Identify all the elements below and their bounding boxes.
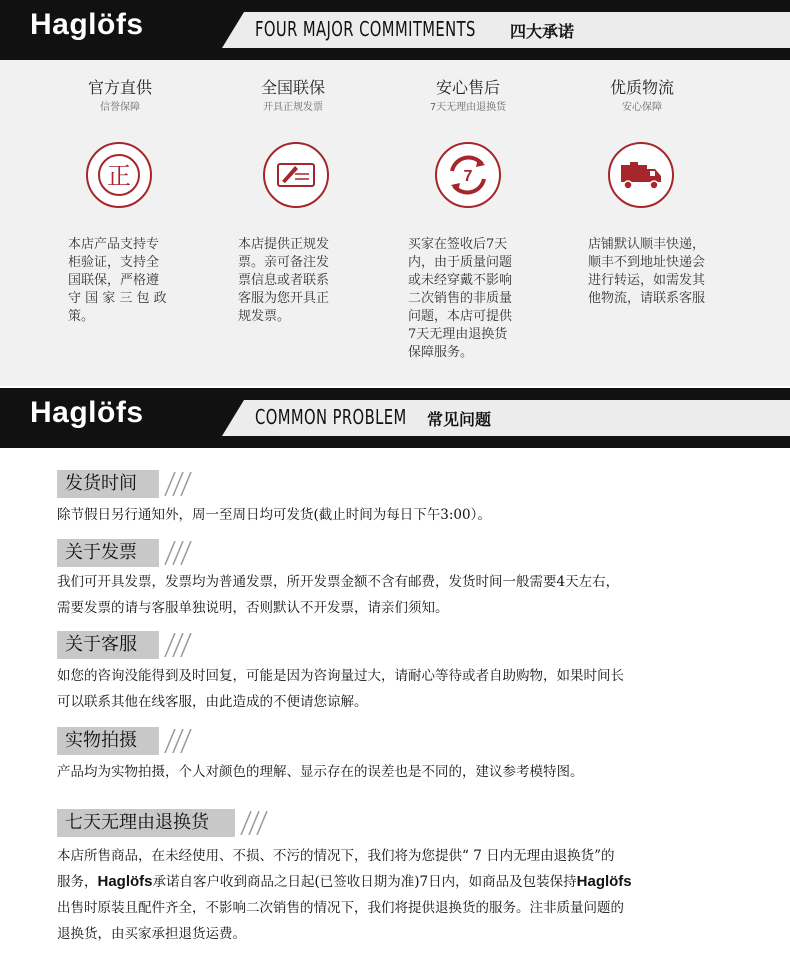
zheng-icon: [86, 142, 152, 208]
slash-decoration: [159, 729, 195, 753]
commitment-description: 本店提供正规发 票。亲可备注发 票信息或者联系 客服为您开具正 规发票。: [238, 237, 330, 324]
faq-answer-service: 如您的咨询没能得到及时回复，可能是因为咨询量过大，请耐心等待或者自助购物，如果时间长 可以联系其他在线客服，由此造成的不便请您谅解。: [57, 668, 624, 710]
seven-glyph: 7: [463, 168, 473, 185]
commitment-title: 全国联保: [260, 78, 325, 97]
header-banner-faq: [0, 388, 790, 448]
slash-decoration: [159, 633, 195, 657]
zheng-glyph: 正: [107, 162, 131, 190]
slash-decoration: [235, 811, 275, 835]
commitment-title: 优质物流: [609, 78, 674, 97]
banner-title-en: COMMON PROBLEM: [255, 405, 407, 429]
slash-decoration: [159, 472, 195, 496]
faq-title: 实物拍摄: [57, 727, 159, 755]
faq-answer-shipping: 除节假日另行通知外，周一至周日均可发货(截止时间为每日下午3:00）。: [57, 507, 491, 523]
commitment-title: 安心售后: [435, 78, 500, 97]
faq-title: 关于发票: [57, 539, 159, 567]
faq-answer-invoice: 我们可开具发票，发票均为普通发票，所开发票金额不含有邮费，发货时间一般需要4天左右， 需要发票的请与客服单独说明，否则默认不开发票，请亲们须知。: [57, 574, 620, 616]
commitment-subtitle: 开具正规发票: [263, 102, 323, 113]
brand-logo: Haglöfs: [30, 8, 144, 41]
brand-inline: Haglöfs: [576, 873, 632, 890]
seven-day-return-icon: [435, 142, 501, 208]
banner-title-cn: 四大承诺: [510, 22, 575, 41]
commitment-subtitle: 安心保障: [622, 102, 662, 113]
brand-logo: Haglöfs: [30, 396, 144, 429]
faq-title: 七天无理由退换货: [57, 809, 235, 837]
commitment-description: 本店产品支持专 柜验证，支持全 国联保，严格遵 守 国 家 三 包 政 策。: [68, 237, 167, 324]
commitment-warranty: [213, 78, 373, 324]
banner-title-en: FOUR MAJOR COMMITMENTS: [255, 17, 476, 41]
commitment-description: 买家在签收后7天 内，由于质量问题 或未经穿戴不影响 二次销售的非质量 问题，本店可提供 7天无理由退换货 保障服务。: [408, 237, 513, 360]
slash-decoration: [159, 541, 195, 565]
faq-answer-photos: 产品均为实物拍摄，个人对颜色的理解、显示存在的误差也是不同的，建议参考模特图。: [57, 764, 584, 780]
faq-title: 发货时间: [57, 470, 159, 498]
commitment-title: 官方直供: [87, 78, 152, 97]
commitment-subtitle: 7天无理由退换货: [429, 102, 507, 113]
commitment-description: 店铺默认顺丰快递， 顺丰不到地址快递会 进行转运，如需发其 他物流，请联系客服: [588, 237, 706, 306]
faq-answer-returns: 本店所售商品，在未经使用、不损、不污的情况下，我们将为您提供“ 7 日内无理由退换货”的 服务，Haglöfs承诺自客户收到商品之日起(已签收日期为准)7日内，如商品及包装保持Haglöfs 出售时原装且配件齐全，不影响二次销售的情况下，我们将提供退换货的服务。注非质量问题的 退换货，由买家承担退货运费。: [57, 848, 632, 942]
commitment-aftersale: [388, 78, 548, 360]
check-signing-icon: [263, 142, 329, 208]
faq-title: 关于客服: [57, 631, 159, 659]
commitment-official: [40, 78, 200, 324]
delivery-truck-icon: [608, 142, 674, 208]
commitment-subtitle: 信誉保障: [100, 102, 140, 113]
brand-inline: Haglöfs: [97, 873, 153, 890]
commitment-logistics: [562, 78, 722, 306]
banner-title-cn: 常见问题: [427, 410, 492, 429]
header-banner-commitments: [0, 0, 790, 60]
